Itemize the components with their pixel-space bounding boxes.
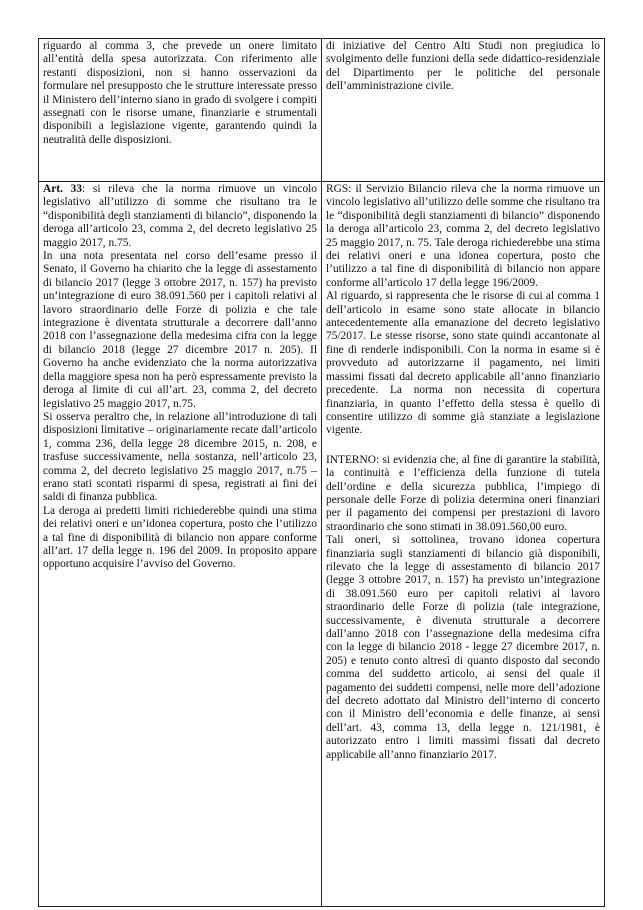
paragraph: Al riguardo, si rappresenta che le risorse di cui al comma 1 dell’articolo in esame sono state allocate in bilancio antecedentemente alla emanazione del decreto legislativo 75/2017. Le stesse risorse, sono state quindi accantonate al fine di renderle indisponibili. Con la norma in esame si è provveduto ad autorizzarne il pagamento, nei limiti massimi fissati dal decreto applicabile all’anno finanziario precedente. La norma non necessita di copertura finanziaria, in quanto l’effetto della stessa è quello di consentire utilizzo di somme già stanziate a legislazione vigente. (326, 290, 600, 437)
document-table (38, 38, 605, 907)
paragraph: In una nota presentata nel corso dell’esame presso il Senato, il Governo ha chiarito che la legge di assestamento di bilancio 2017 (legge 3 ottobre 2017, n. 157) ha previsto un’integrazione di euro 38.091.560 per i capitoli relativi al lavoro straordinario delle Forze di polizia e che tale integrazione è diventata strutturale a decorrere dall’anno 2018 con l’assegnazione della medesima cifra con la legge di bilancio 2018 (legge 27 dicembre 2017 n. 205). Il Governo ha anche evidenziato che la norma autorizzativa della maggiore spesa non ha però espressamente previsto la deroga al limite di cui all’art. 23, comma 2, del decreto legislativo 25 maggio 2017, n.75. (43, 250, 317, 410)
paragraph: La deroga ai predetti limiti richiederebbe quindi una stima dei relativi oneri e un’idonea copertura, posto che l’utilizzo a tal fine di disponibilità di bilancio non appare conforme all’art. 17 della legge n. 196 del 2009. In proposito appare opportuno acquisire l’avviso del Governo. (43, 504, 317, 571)
article-heading: Art. 33 (43, 183, 83, 195)
paragraph (43, 183, 317, 250)
left-cell (39, 39, 322, 182)
paragraph: Si osserva peraltro che, in relazione all’introduzione di tali disposizioni limitative – originariamente recate dall’articolo 1, comma 236, della legge 28 dicembre 2015, n. 208, e trasfuse successivamente, nella sostanza, nell’articolo 23, comma 2, del decreto legislativo 25 maggio 2017, n.75 – erano stati scontati risparmi di spesa, registrati ai fini dei saldi di finanza pubblica. (43, 410, 317, 504)
right-cell (322, 182, 605, 907)
table-row (39, 39, 605, 182)
left-cell (39, 182, 322, 907)
paragraph: riguardo al comma 3, che prevede un onere limitato all’entità della spesa autorizzata. Con riferimento alle restanti disposizioni, non si hanno osservazioni da formulare nel presupposto che le strutture interessate presso il Ministero dell’interno siano in grado di svolgere i compiti assegnati con le risorse umane, finanziarie e strumentali disponibili a legislazione vigente, garantendo quindi la neutralità delle disposizioni. (43, 40, 317, 146)
table-row (39, 182, 605, 907)
paragraph: RGS: il Servizio Bilancio rileva che la norma rimuove un vincolo legislativo all’utilizzo delle somme che risultano tra le “disponibilità degli stanziamenti di bilancio” disponendo la deroga all’articolo 23, comma 2, del decreto legislativo 25 maggio 2017, n. 75. Tale deroga richiederebbe una stima dei relativi oneri e una idonea copertura, posto che l’utilizzo a tal fine di disponibilità di bilancio non appare conforme all’articolo 17 della legge 196/2009. (326, 183, 600, 289)
right-cell (322, 39, 605, 182)
paragraph: INTERNO: si evidenzia che, al fine di garantire la stabilità, la continuità e l’efficienza della funzione di tutela dell’ordine e della sicurezza pubblica, l’impiego di personale delle Forze di polizia determina oneri finanziari per il pagamento dei compensi per prestazioni di lavoro straordinario che sono stimati in 38.091.560,00 euro. (326, 453, 600, 533)
paragraph: Tali oneri, si sottolinea, trovano idonea copertura finanziaria sugli stanziamenti di bilancio già disponibili, rilevato che la legge di assestamento di bilancio 2017 (legge 3 ottobre 2017, n. 157) ha previsto un’integrazione di 38.091.560 euro per capitoli relativi al lavoro straordinario delle Forze di polizia (tale integrazione, successivamente, è divenuta strutturale a decorrere dall’anno 2018 con l’assegnazione della medesima cifra con la legge di bilancio 2018 - legge 27 dicembre 2017, n. 205) e tenuto conto altresì di quanto disposto dal secondo comma del suddetto articolo, ai sensi del quale il pagamento dei suddetti compensi, nelle more dell’adozione del decreto adottato dal Ministro dell’interno di concerto con il Ministro dell’economia e delle finanze, ai sensi dell’art. 43, comma 13, della legge n. 121/1981, è autorizzato entro i limiti massimi fissati dal decreto applicabile all’anno finanziario 2017. (326, 534, 600, 761)
paragraph-text: : si rileva che la norma rimuove un vincolo legislativo all’utilizzo di somme che risultano tra le “disponibilità degli stanziamenti di bilancio”, disponendo la deroga all’articolo 23, comma 2, del decreto legislativo 25 maggio 2017, n.75. (43, 183, 317, 249)
paragraph: di iniziative del Centro Alti Studi non pregiudica lo svolgimento delle funzioni della sede didattico-residenziale del Dipartimento per le politiche del personale dell’amministrazione civile. (326, 40, 600, 93)
